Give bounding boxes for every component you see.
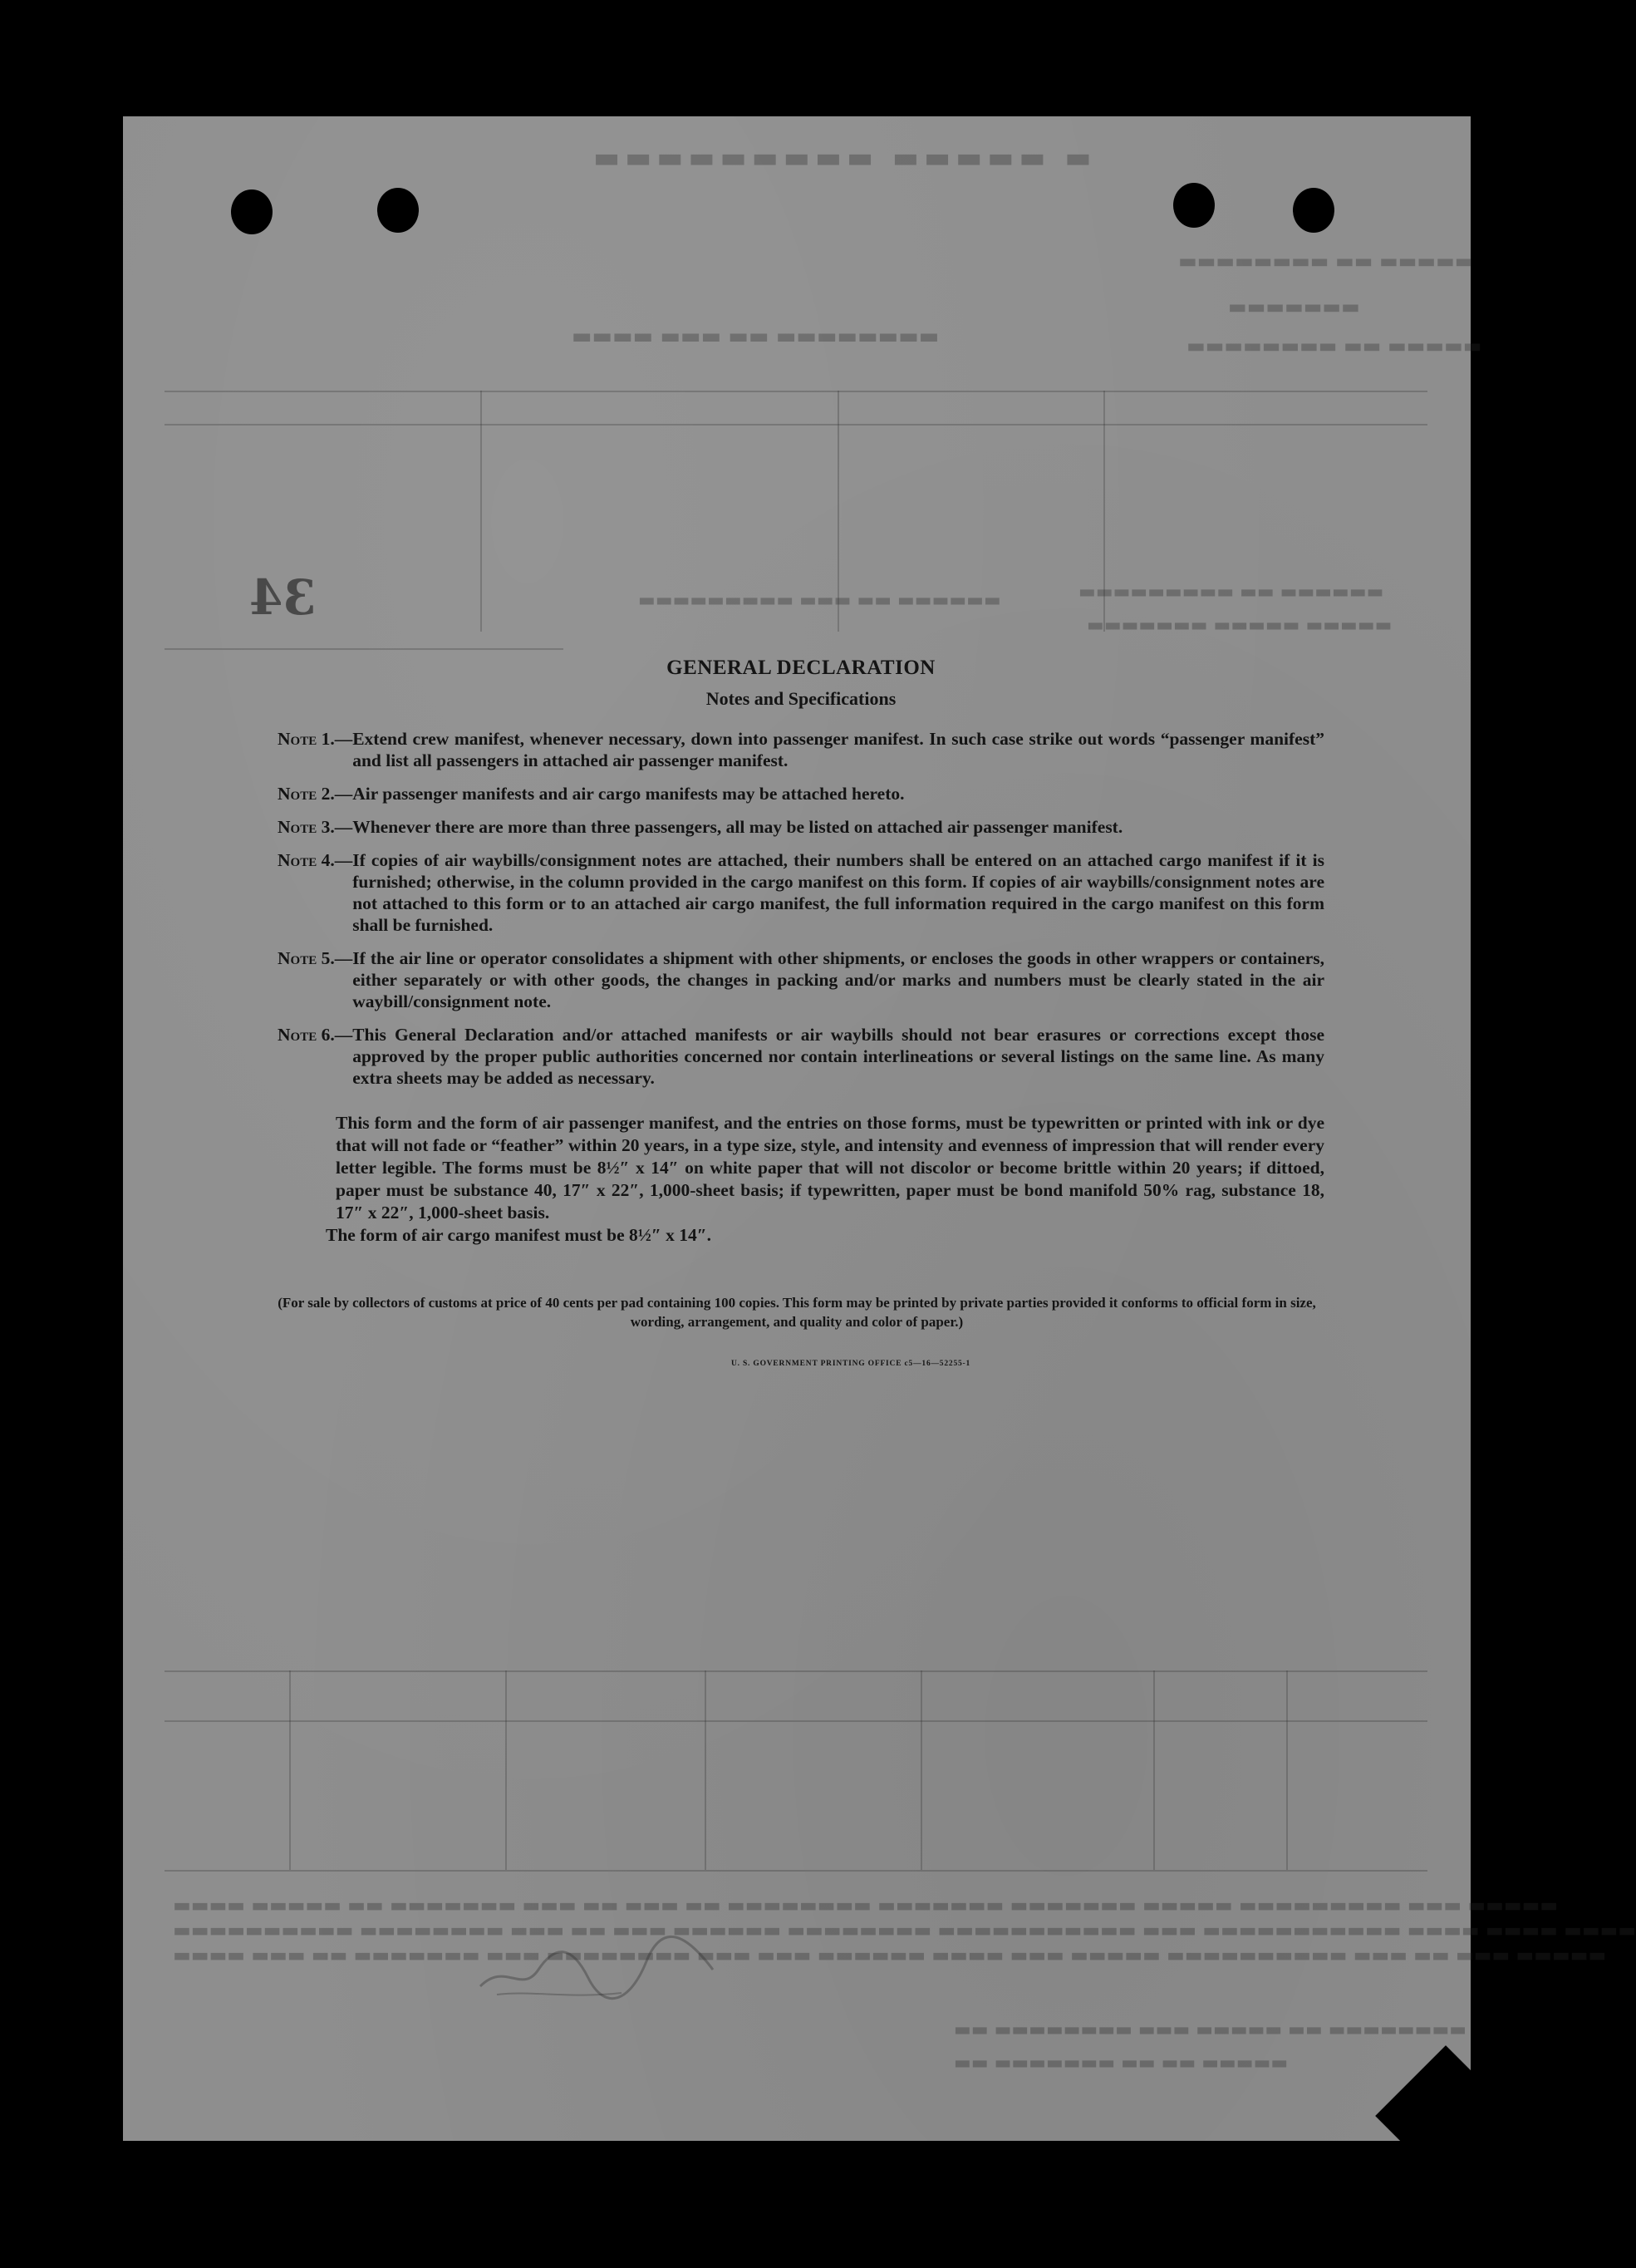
bleed-through-line: ▬▬▬▬ ▬▬▬▬ ▬▬▬▬ ▬▬▬▬▬▬▬▬▬▬▬ ▬▬▬ ▬▬▬▬▬▬▬▬▬▬▬ ▬▬▬▬▬▬▬▬ ▬▬▬▬▬▬ ▬▬▬ ▬▬ ▬▬▬ ▬▬▬▬▬▬▬▬ ▬▬▬▬▬▬▬▬▬▬ [173, 1920, 1636, 1941]
note-text: Whenever there are more than three passengers, all may be listed on attached air passenger manifest. [352, 817, 1123, 837]
note-label: Note 5.— [278, 948, 353, 968]
bleed-through-line: ▬▬▬▬▬ ▬▬ ▬▬▬▬▬▬▬▬ [1178, 249, 1474, 273]
sale-notice: (For sale by collectors of customs at price of 40 cents per pad containing 100 copies. This form may be printed by private parties provided it conforms to official form in size, wording, arrangement, and quality and color of paper.) [278, 1295, 1316, 1330]
note-item [278, 783, 1324, 804]
bleed-through-rule [705, 1670, 706, 1870]
punch-hole [377, 188, 419, 233]
bleed-through-rule [165, 1720, 1427, 1722]
page-subtitle: Notes and Specifications [705, 688, 897, 709]
torn-corner [1375, 2045, 1516, 2187]
bleed-through-line: ▬▬▬▬▬ ▬▬▬ ▬▬▬▬▬▬▬▬▬ ▬▬▬▬▬ ▬▬▬▬▬▬▬ ▬▬▬▬▬▬▬ ▬▬▬▬▬▬▬▬ ▬▬ ▬▬▬ ▬▬ ▬▬▬ ▬▬▬▬▬▬▬ ▬▬ ▬▬▬▬▬ ▬▬▬▬ [173, 1895, 1558, 1916]
bleed-through-line: ▬▬▬▬▬▬▬ [1228, 295, 1360, 318]
bleed-through-line: ▬▬▬▬▬▬▬▬ ▬▬ ▬▬▬▬▬ ▬▬▬ ▬▬▬▬▬▬▬▬ ▬▬ [954, 2020, 1467, 2040]
signature-scribble [472, 1911, 721, 2011]
note-text: If copies of air waybills/consignment notes are attached, their numbers shall be entered on an attached cargo manifest if it is furnished; otherwise, in the column provided in the cargo manifest on this form. If copies of air waybills/consignment notes are not attached to this form or to an attached air cargo manifest, the full information required in the cargo manifest on this form shall be furnished. [352, 850, 1324, 935]
note-label: Note 3.— [278, 817, 353, 837]
note-item [278, 947, 1324, 1012]
bleed-through-rule [165, 1870, 1427, 1872]
bleed-through-rule [480, 391, 482, 632]
bleed-through-line: ▬▬▬▬▬ ▬▬ ▬▬▬▬▬▬▬▬ [1186, 334, 1482, 357]
note-item [278, 728, 1324, 771]
note-label: Note 1.— [278, 729, 353, 749]
bleed-through-rule [165, 648, 563, 650]
bleed-through-line: ▬▬▬▬▬ ▬▬▬ ▬▬ ▬▬▬ ▬▬▬▬▬▬▬▬▬▬ ▬▬▬▬▬ ▬▬▬ ▬▬▬▬ ▬▬▬▬▬▬ ▬▬▬ ▬▬▬ ▬▬▬▬▬▬▬▬ ▬▬▬ ▬▬▬▬▬▬▬ ▬▬ ▬▬▬ ▬▬▬▬ [173, 1945, 1607, 1966]
bleed-through-line: ▬▬▬▬▬▬ ▬▬ ▬▬▬ ▬▬▬▬▬▬▬▬▬ [638, 590, 1001, 611]
note-label: Note 6.— [278, 1025, 353, 1045]
cargo-manifest-size: The form of air cargo manifest must be 8½″ x 14″. [326, 1225, 712, 1245]
note-item [278, 816, 1324, 838]
bleed-through-rule [1286, 1670, 1288, 1870]
instructions-block [278, 657, 1324, 1368]
note-text: If the air line or operator consolidates a shipment with other shipments, or encloses the goods in other wrappers or containers, either separately or with other goods, the changes in packing and/or marks and numbers must be clearly stated in the air waybill/consignment note. [352, 948, 1324, 1011]
note-label: Note 4.— [278, 850, 353, 870]
note-label: Note 2.— [278, 784, 353, 804]
note-text: Air passenger manifests and air cargo manifests may be attached hereto. [352, 784, 905, 804]
punch-hole [1173, 183, 1215, 228]
bleed-through-rule [1153, 1670, 1155, 1870]
bleed-through-rule [165, 424, 1427, 426]
note-item [278, 1024, 1324, 1089]
page-title: GENERAL DECLARATION [666, 657, 936, 679]
punch-hole [231, 189, 273, 234]
bleed-through-rule [921, 1670, 922, 1870]
bleed-through-title: ▬ ▬▬▬▬▬ ▬▬▬▬▬▬▬▬▬ [588, 141, 1092, 175]
punch-hole [1293, 188, 1334, 233]
bleed-through-rule [165, 1670, 1427, 1672]
document-page [123, 116, 1636, 2141]
stamp-number: 34 [249, 569, 317, 626]
note-item [278, 849, 1324, 936]
bleed-through-line: ▬▬▬▬▬ ▬▬▬▬▬ ▬▬▬▬▬▬▬ [1087, 615, 1393, 636]
bleed-through-rule [165, 391, 1427, 392]
bleed-through-line: ▬▬▬▬▬▬▬▬ ▬▬ ▬▬▬ ▬▬▬▬ [572, 324, 940, 349]
note-text: This General Declaration and/or attached manifests or air waybills should not bear erasures or corrections except those approved by the proper public authorities concerned nor contain interlineations or several listings on the same line. As many extra sheets may be added as necessary. [352, 1025, 1324, 1088]
printer-line: U. S. GOVERNMENT PRINTING OFFICE c5—16—52255-1 [730, 1360, 971, 1368]
bleed-through-rule [289, 1670, 291, 1870]
bleed-through-rule [505, 1670, 507, 1870]
specification-paragraph: This form and the form of air passenger manifest, and the entries on those forms, must be typewritten or printed with ink or dye that will not fade or “feather” within 20 years, in a type size, style, and intensity and evenness of impression that will render every letter legible. The forms must be 8½″ x 14″ on white paper that will not discolor or become brittle within 20 years; if dittoed, paper must be substance 40, 17″ x 22″, 1,000-sheet basis; if typewritten, paper must be bond manifold 50% rag, substance 18, 17″ x 22″, 1,000-sheet basis. [336, 1113, 1324, 1223]
note-text: Extend crew manifest, whenever necessary, down into passenger manifest. In such case strike out words “passenger manifest” and list all passengers in attached air passenger manifest. [352, 729, 1324, 770]
bleed-through-line: ▬▬▬▬▬ ▬▬ ▬▬ ▬▬▬▬▬▬▬ ▬▬ [954, 2053, 1289, 2074]
bleed-through-line: ▬▬▬▬▬▬ ▬▬ ▬▬▬▬▬▬▬▬▬ [1078, 582, 1384, 603]
